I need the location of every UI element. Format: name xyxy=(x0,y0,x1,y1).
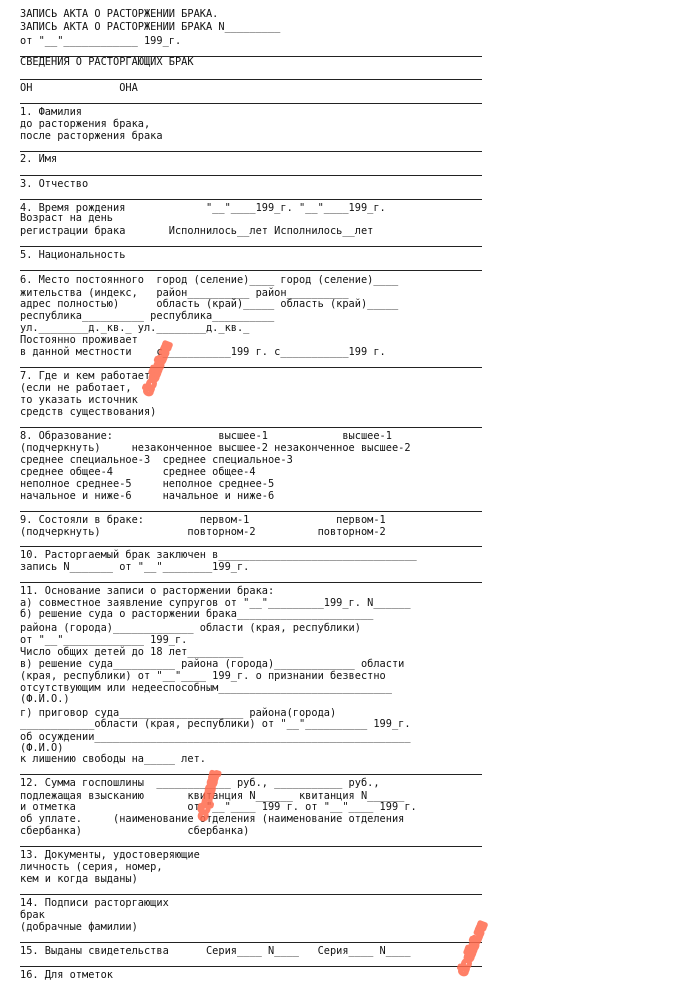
form-line-5: ОН ОНА xyxy=(20,82,138,94)
form-line-15: 6. Место постоянного город (селение)____ город (селение)____ xyxy=(20,274,399,286)
form-line-30: неполное среднее-5 неполное среднее-5 xyxy=(20,478,275,490)
form-line-16: жительства (индекс, район__________ район__________ xyxy=(20,287,349,299)
form-line-6: 1. Фамилия xyxy=(20,106,82,118)
form-text xyxy=(20,8,418,981)
form-line-17: адрес полностью) область (край)_____ область (край)_____ xyxy=(20,298,399,310)
form-line-23: (если не работает, xyxy=(20,382,132,394)
form-line-58: кем и когда выданы) xyxy=(20,873,138,885)
form-line-35: запись N_______ от "__"________199_г. xyxy=(20,561,250,573)
form-line-41: Число общих детей до 18 лет_________ xyxy=(20,646,244,658)
form-line-56: 13. Документы, удостоверяющие xyxy=(20,849,200,861)
form-line-8: после расторжения брака xyxy=(20,130,163,142)
watermark-site-top: doclist.ru xyxy=(141,340,174,397)
form-line-31: начальное и ниже-6 начальное и ниже-6 xyxy=(20,490,275,502)
form-line-9: 2. Имя xyxy=(20,153,58,165)
form-line-42: в) решение суда__________ района (города)_____________ области xyxy=(20,658,405,670)
form-line-7: до расторжения брака, xyxy=(20,118,151,130)
form-line-28: среднее специальное-3 среднее специальное-3 xyxy=(20,454,293,466)
form-line-62: 15. Выданы свидетельства Серия____ N____ Серия____ N____ xyxy=(20,945,411,957)
form-line-39: района (города)_____________ области (края, республики) xyxy=(20,622,361,634)
form-line-10: 3. Отчество xyxy=(20,178,89,190)
form-line-21: в данной местности с___________199 г. с___________199 г. xyxy=(20,346,386,358)
form-line-19: ул.________д._кв._ ул.________д._кв._ xyxy=(20,322,250,334)
form-line-3: от "__"____________ 199_г. xyxy=(20,35,182,47)
form-line-53: и отметка от "__"____ 199 г. от "__"____ 199 г. xyxy=(20,801,417,813)
form-line-34: 10. Расторгаемый брак заключен в________________________________ xyxy=(20,549,417,561)
form-line-38: б) решение суда о расторжении брака______________________ xyxy=(20,608,374,620)
form-line-11: 4. Время рождения "__"____199_г. "__"____199_г. xyxy=(20,202,386,214)
form-line-59: 14. Подписи расторгающих xyxy=(20,897,169,909)
form-line-36: 11. Основание записи о расторжении брака: xyxy=(20,585,275,597)
form-line-29: среднее общее-4 среднее общее-4 xyxy=(20,466,256,478)
form-line-14: 5. Национальность xyxy=(20,249,126,261)
form-line-61: (добрачные фамилии) xyxy=(20,921,138,933)
form-line-47: ____________области (края, республики) от "__"__________ 199_г. xyxy=(20,718,411,730)
form-line-20: Постоянно проживает xyxy=(20,334,138,346)
form-line-54: об уплате. (наименование отделения (наименование отделения xyxy=(20,813,405,825)
form-line-60: брак xyxy=(20,909,45,921)
form-line-40: от "__"_____________ 199_г. xyxy=(20,634,188,646)
form-line-49: (Ф.И.О) xyxy=(20,742,64,754)
form-line-18: республика__________ республика__________ xyxy=(20,310,275,322)
form-line-12: Возраст на день xyxy=(20,212,113,224)
form-line-63: 16. Для отметок xyxy=(20,969,113,981)
form-line-44: отсутствующим или недееспособным____________________________ xyxy=(20,682,392,694)
form-line-50: к лишению свободы на_____ лет. xyxy=(20,753,206,765)
form-line-22: 7. Где и кем работает xyxy=(20,370,151,382)
form-line-4: СВЕДЕНИЯ О РАСТОРГАЮЩИХ БРАК xyxy=(20,56,194,68)
form-line-37: а) совместное заявление супругов от "__"_________199_г. N______ xyxy=(20,597,411,609)
form-line-45: (Ф.И.О.) xyxy=(20,693,70,705)
form-line-1: ЗАПИСЬ АКТА О РАСТОРЖЕНИИ БРАКА. xyxy=(20,8,219,20)
form-line-55: сбербанка) сбербанка) xyxy=(20,825,250,837)
form-line-43: (края, республики) от "__"____ 199_г. о признании безвестно xyxy=(20,670,386,682)
form-line-52: подлежащая взысканию квитанция N______ квитанция N______ xyxy=(20,790,405,802)
form-line-27: (подчеркнуть) незаконченное высшее-2 незаконченное высшее-2 xyxy=(20,442,411,454)
form-line-57: личность (серия, номер, xyxy=(20,861,163,873)
form-line-26: 8. Образование: высшее-1 высшее-1 xyxy=(20,430,392,442)
watermark-site-bottom: doclist.ru xyxy=(456,920,489,977)
form-line-51: 12. Сумма госпошлины ____________ руб., ___________ руб., xyxy=(20,777,380,789)
form-line-25: средств существования) xyxy=(20,406,157,418)
form-line-33: (подчеркнуть) повторном-2 повторном-2 xyxy=(20,526,386,538)
form-line-32: 9. Состояли в браке: первом-1 первом-1 xyxy=(20,514,386,526)
form-line-46: г) приговор суда____________________ района(города) xyxy=(20,707,337,719)
form-line-48: об осуждении___________________________________________________ xyxy=(20,731,411,743)
watermark-obrazets: образец xyxy=(196,770,221,821)
form-line-2: ЗАПИСЬ АКТА О РАСТОРЖЕНИИ БРАКА N_________ xyxy=(20,21,281,33)
form-line-24: то указать источник xyxy=(20,394,138,406)
form-line-13: регистрации брака Исполнилось__лет Исполнилось__лет xyxy=(20,225,374,237)
